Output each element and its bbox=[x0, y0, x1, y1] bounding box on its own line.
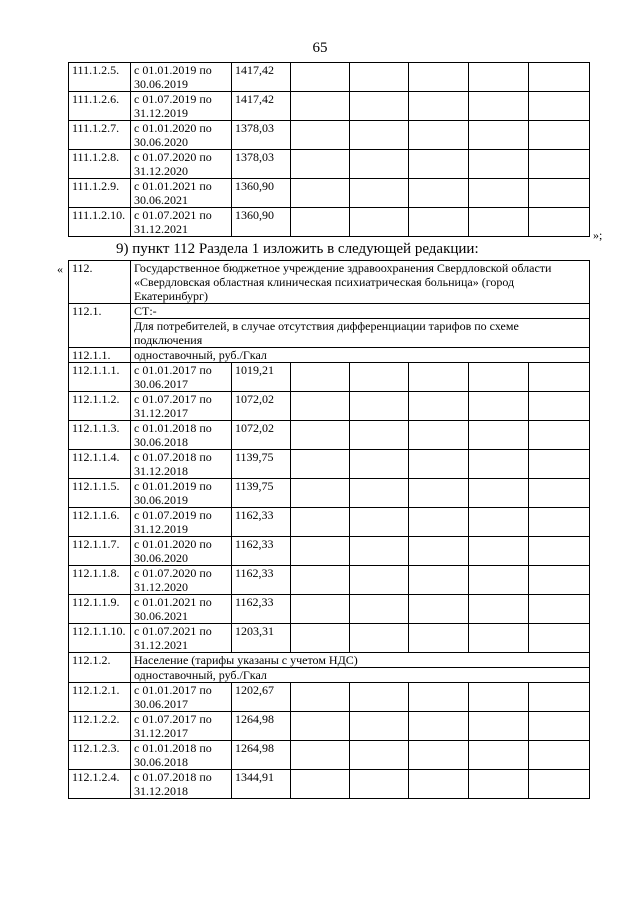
period-start: с 01.07.2018 по bbox=[134, 450, 212, 464]
row-period bbox=[131, 770, 232, 799]
empty-cell bbox=[529, 624, 590, 653]
empty-cell bbox=[409, 741, 469, 770]
empty-cell bbox=[350, 121, 409, 150]
row-period bbox=[131, 92, 232, 121]
empty-cell bbox=[350, 150, 409, 179]
period-end: 30.06.2018 bbox=[134, 435, 188, 449]
period-start: с 01.01.2018 по bbox=[134, 741, 212, 755]
period-end: 31.12.2018 bbox=[134, 464, 188, 478]
period-start: с 01.01.2020 по bbox=[134, 121, 212, 135]
empty-cell bbox=[291, 121, 350, 150]
period-start: с 01.01.2018 по bbox=[134, 421, 212, 435]
table-row bbox=[69, 624, 590, 653]
row-period bbox=[131, 208, 232, 237]
period-start: с 01.07.2021 по bbox=[134, 624, 212, 638]
period-end: 30.06.2019 bbox=[134, 77, 188, 91]
empty-cell bbox=[291, 537, 350, 566]
rate-label: одноставочный, руб./Гкал bbox=[131, 348, 590, 363]
period-end: 31.12.2017 bbox=[134, 406, 188, 420]
empty-cell bbox=[469, 624, 529, 653]
empty-cell bbox=[291, 92, 350, 121]
period-end: 30.06.2017 bbox=[134, 377, 188, 391]
row-code: 112.1.2.1. bbox=[69, 683, 131, 712]
empty-cell bbox=[350, 421, 409, 450]
row-code: 112.1.1.10. bbox=[69, 624, 131, 653]
empty-cell bbox=[529, 770, 590, 799]
row-code: 112.1.2.2. bbox=[69, 712, 131, 741]
period-start: с 01.07.2020 по bbox=[134, 150, 212, 164]
population-row bbox=[69, 653, 590, 668]
empty-cell bbox=[469, 566, 529, 595]
ct-row bbox=[69, 304, 590, 319]
period-end: 30.06.2017 bbox=[134, 697, 188, 711]
row-code: 112.1.1.4. bbox=[69, 450, 131, 479]
empty-cell bbox=[529, 450, 590, 479]
row-value: 1378,03 bbox=[232, 150, 291, 179]
table-row bbox=[69, 712, 590, 741]
empty-cell bbox=[291, 63, 350, 92]
period-end: 30.06.2021 bbox=[134, 193, 188, 207]
period-end: 30.06.2021 bbox=[134, 609, 188, 623]
row-value: 1162,33 bbox=[232, 537, 291, 566]
period-end: 30.06.2018 bbox=[134, 755, 188, 769]
empty-cell bbox=[291, 479, 350, 508]
row-period bbox=[131, 712, 232, 741]
row-period bbox=[131, 179, 232, 208]
empty-cell bbox=[291, 683, 350, 712]
empty-cell bbox=[469, 712, 529, 741]
empty-cell bbox=[350, 479, 409, 508]
empty-cell bbox=[350, 683, 409, 712]
row-code: 111.1.2.8. bbox=[69, 150, 131, 179]
period-start: с 01.01.2020 по bbox=[134, 537, 212, 551]
row-period bbox=[131, 741, 232, 770]
row-period bbox=[131, 683, 232, 712]
empty-cell bbox=[469, 421, 529, 450]
period-end: 31.12.2018 bbox=[134, 784, 188, 798]
row-period bbox=[131, 150, 232, 179]
table-row bbox=[69, 508, 590, 537]
row-value: 1378,03 bbox=[232, 121, 291, 150]
empty-cell bbox=[529, 121, 590, 150]
empty-cell bbox=[529, 683, 590, 712]
table-row bbox=[69, 595, 590, 624]
empty-cell bbox=[529, 208, 590, 237]
row-value: 1202,67 bbox=[232, 683, 291, 712]
row-code: 112.1.1.5. bbox=[69, 479, 131, 508]
row-value: 1072,02 bbox=[232, 392, 291, 421]
empty-cell bbox=[409, 392, 469, 421]
open-quote-mark: « bbox=[57, 262, 63, 276]
empty-cell bbox=[350, 92, 409, 121]
row-code: 112.1.1.6. bbox=[69, 508, 131, 537]
row-code: 112.1.1.1. bbox=[69, 363, 131, 392]
period-end: 31.12.2020 bbox=[134, 580, 188, 594]
period-start: с 01.01.2021 по bbox=[134, 179, 212, 193]
page-number: 65 bbox=[312, 40, 328, 56]
empty-cell bbox=[409, 208, 469, 237]
empty-cell bbox=[529, 741, 590, 770]
table-row bbox=[69, 150, 590, 179]
row-value: 1139,75 bbox=[232, 450, 291, 479]
period-start: с 01.07.2017 по bbox=[134, 712, 212, 726]
period-start: с 01.01.2019 по bbox=[134, 63, 212, 77]
table-row bbox=[69, 683, 590, 712]
empty-cell bbox=[291, 421, 350, 450]
row-value: 1203,31 bbox=[232, 624, 291, 653]
empty-cell bbox=[529, 63, 590, 92]
tariff-table-111 bbox=[68, 62, 590, 237]
empty-cell bbox=[409, 624, 469, 653]
row-code: 112.1.1.2. bbox=[69, 392, 131, 421]
row-value: 1360,90 bbox=[232, 179, 291, 208]
ct-label: СТ:- bbox=[131, 304, 590, 319]
empty-cell bbox=[350, 208, 409, 237]
empty-cell bbox=[291, 595, 350, 624]
consumers-note: Для потребителей, в случае отсутствия дифференциации тарифов по схеме подключения bbox=[131, 319, 590, 348]
empty-cell bbox=[469, 363, 529, 392]
row-code: 112.1.1.3. bbox=[69, 421, 131, 450]
empty-cell bbox=[469, 479, 529, 508]
empty-cell bbox=[469, 537, 529, 566]
table-row bbox=[69, 63, 590, 92]
row-value: 1417,42 bbox=[232, 63, 291, 92]
row-value: 1417,42 bbox=[232, 92, 291, 121]
population-code: 112.1.2. bbox=[69, 653, 131, 683]
period-start: с 01.07.2020 по bbox=[134, 566, 212, 580]
period-end: 30.06.2020 bbox=[134, 135, 188, 149]
row-value: 1072,02 bbox=[232, 421, 291, 450]
empty-cell bbox=[469, 741, 529, 770]
empty-cell bbox=[291, 179, 350, 208]
period-end: 31.12.2019 bbox=[134, 106, 188, 120]
empty-cell bbox=[529, 537, 590, 566]
ct-code: 112.1. bbox=[69, 304, 131, 348]
row-period bbox=[131, 537, 232, 566]
table-row bbox=[69, 363, 590, 392]
table-row bbox=[69, 392, 590, 421]
row-value: 1139,75 bbox=[232, 479, 291, 508]
empty-cell bbox=[409, 770, 469, 799]
empty-cell bbox=[350, 537, 409, 566]
empty-cell bbox=[409, 450, 469, 479]
empty-cell bbox=[469, 63, 529, 92]
empty-cell bbox=[350, 63, 409, 92]
empty-cell bbox=[529, 421, 590, 450]
row-code: 112.1.1.9. bbox=[69, 595, 131, 624]
row-period bbox=[131, 508, 232, 537]
row-period bbox=[131, 624, 232, 653]
empty-cell bbox=[409, 63, 469, 92]
empty-cell bbox=[291, 508, 350, 537]
empty-cell bbox=[291, 208, 350, 237]
empty-cell bbox=[291, 741, 350, 770]
empty-cell bbox=[529, 179, 590, 208]
row-value: 1360,90 bbox=[232, 208, 291, 237]
row-period bbox=[131, 566, 232, 595]
period-end: 31.12.2019 bbox=[134, 522, 188, 536]
row-code: 112.1.1.7. bbox=[69, 537, 131, 566]
table-row bbox=[69, 450, 590, 479]
row-period bbox=[131, 63, 232, 92]
row-period bbox=[131, 595, 232, 624]
empty-cell bbox=[291, 150, 350, 179]
empty-cell bbox=[291, 566, 350, 595]
empty-cell bbox=[291, 450, 350, 479]
empty-cell bbox=[469, 683, 529, 712]
empty-cell bbox=[469, 392, 529, 421]
row-value: 1162,33 bbox=[232, 566, 291, 595]
period-start: с 01.07.2019 по bbox=[134, 508, 212, 522]
period-end: 30.06.2020 bbox=[134, 551, 188, 565]
empty-cell bbox=[409, 363, 469, 392]
row-value: 1162,33 bbox=[232, 595, 291, 624]
empty-cell bbox=[409, 566, 469, 595]
empty-cell bbox=[529, 363, 590, 392]
rate-row bbox=[69, 348, 590, 363]
row-period bbox=[131, 421, 232, 450]
period-end: 31.12.2021 bbox=[134, 222, 188, 236]
empty-cell bbox=[469, 121, 529, 150]
period-start: с 01.07.2017 по bbox=[134, 392, 212, 406]
row-code: 112.1.2.3. bbox=[69, 741, 131, 770]
empty-cell bbox=[469, 150, 529, 179]
empty-cell bbox=[409, 508, 469, 537]
empty-cell bbox=[350, 624, 409, 653]
empty-cell bbox=[409, 92, 469, 121]
empty-cell bbox=[469, 595, 529, 624]
empty-cell bbox=[409, 683, 469, 712]
empty-cell bbox=[469, 92, 529, 121]
empty-cell bbox=[409, 479, 469, 508]
empty-cell bbox=[291, 363, 350, 392]
empty-cell bbox=[409, 595, 469, 624]
period-start: с 01.07.2021 по bbox=[134, 208, 212, 222]
table-row bbox=[69, 421, 590, 450]
row-code: 112.1.2.4. bbox=[69, 770, 131, 799]
row-value: 1019,21 bbox=[232, 363, 291, 392]
empty-cell bbox=[469, 508, 529, 537]
empty-cell bbox=[469, 179, 529, 208]
population-rate-row bbox=[69, 668, 590, 683]
table-row bbox=[69, 208, 590, 237]
empty-cell bbox=[529, 566, 590, 595]
empty-cell bbox=[469, 770, 529, 799]
row-code: 111.1.2.5. bbox=[69, 63, 131, 92]
empty-cell bbox=[350, 179, 409, 208]
row-code: 111.1.2.7. bbox=[69, 121, 131, 150]
consumers-row bbox=[69, 319, 590, 348]
empty-cell bbox=[529, 508, 590, 537]
org-row bbox=[69, 261, 590, 304]
row-value: 1264,98 bbox=[232, 712, 291, 741]
period-start: с 01.01.2021 по bbox=[134, 595, 212, 609]
population-label: Население (тарифы указаны с учетом НДС) bbox=[131, 653, 590, 668]
period-start: с 01.01.2017 по bbox=[134, 363, 212, 377]
table-row bbox=[69, 121, 590, 150]
period-end: 31.12.2020 bbox=[134, 164, 188, 178]
end-quote-mark: »; bbox=[593, 228, 603, 242]
period-start: с 01.01.2019 по bbox=[134, 479, 212, 493]
row-period bbox=[131, 392, 232, 421]
table-row bbox=[69, 566, 590, 595]
empty-cell bbox=[409, 712, 469, 741]
period-start: с 01.01.2017 по bbox=[134, 683, 212, 697]
period-end: 30.06.2019 bbox=[134, 493, 188, 507]
empty-cell bbox=[350, 741, 409, 770]
empty-cell bbox=[291, 624, 350, 653]
empty-cell bbox=[469, 450, 529, 479]
empty-cell bbox=[409, 421, 469, 450]
row-code: 111.1.2.9. bbox=[69, 179, 131, 208]
row-value: 1344,91 bbox=[232, 770, 291, 799]
table-row bbox=[69, 179, 590, 208]
section-caption: 9) пункт 112 Раздела 1 изложить в следующей редакции: bbox=[116, 241, 479, 257]
row-period bbox=[131, 121, 232, 150]
row-period bbox=[131, 450, 232, 479]
row-period bbox=[131, 479, 232, 508]
row-value: 1264,98 bbox=[232, 741, 291, 770]
empty-cell bbox=[350, 770, 409, 799]
empty-cell bbox=[409, 150, 469, 179]
empty-cell bbox=[529, 150, 590, 179]
empty-cell bbox=[529, 479, 590, 508]
empty-cell bbox=[350, 566, 409, 595]
period-start: с 01.07.2018 по bbox=[134, 770, 212, 784]
tariff-table-112 bbox=[68, 260, 590, 799]
empty-cell bbox=[350, 450, 409, 479]
period-end: 31.12.2017 bbox=[134, 726, 188, 740]
row-code: 111.1.2.10. bbox=[69, 208, 131, 237]
table-row bbox=[69, 770, 590, 799]
empty-cell bbox=[469, 208, 529, 237]
empty-cell bbox=[350, 508, 409, 537]
row-value: 1162,33 bbox=[232, 508, 291, 537]
population-rate-label: одноставочный, руб./Гкал bbox=[131, 668, 590, 683]
empty-cell bbox=[529, 392, 590, 421]
empty-cell bbox=[291, 712, 350, 741]
empty-cell bbox=[350, 392, 409, 421]
empty-cell bbox=[529, 712, 590, 741]
empty-cell bbox=[409, 537, 469, 566]
table-row bbox=[69, 479, 590, 508]
empty-cell bbox=[350, 595, 409, 624]
empty-cell bbox=[291, 392, 350, 421]
empty-cell bbox=[350, 363, 409, 392]
empty-cell bbox=[350, 712, 409, 741]
row-period bbox=[131, 363, 232, 392]
org-code: 112. bbox=[69, 261, 131, 304]
org-name: Государственное бюджетное учреждение здравоохранения Свердловской области «Свердловская областная клиническая психиатрическая больница» (город Екатеринбург) bbox=[131, 261, 590, 304]
row-code: 112.1.1.8. bbox=[69, 566, 131, 595]
period-end: 31.12.2021 bbox=[134, 638, 188, 652]
empty-cell bbox=[291, 770, 350, 799]
row-code: 111.1.2.6. bbox=[69, 92, 131, 121]
empty-cell bbox=[409, 179, 469, 208]
table-row bbox=[69, 741, 590, 770]
empty-cell bbox=[529, 595, 590, 624]
rate-code: 112.1.1. bbox=[69, 348, 131, 363]
table-row bbox=[69, 537, 590, 566]
table-row bbox=[69, 92, 590, 121]
empty-cell bbox=[529, 92, 590, 121]
period-start: с 01.07.2019 по bbox=[134, 92, 212, 106]
empty-cell bbox=[409, 121, 469, 150]
